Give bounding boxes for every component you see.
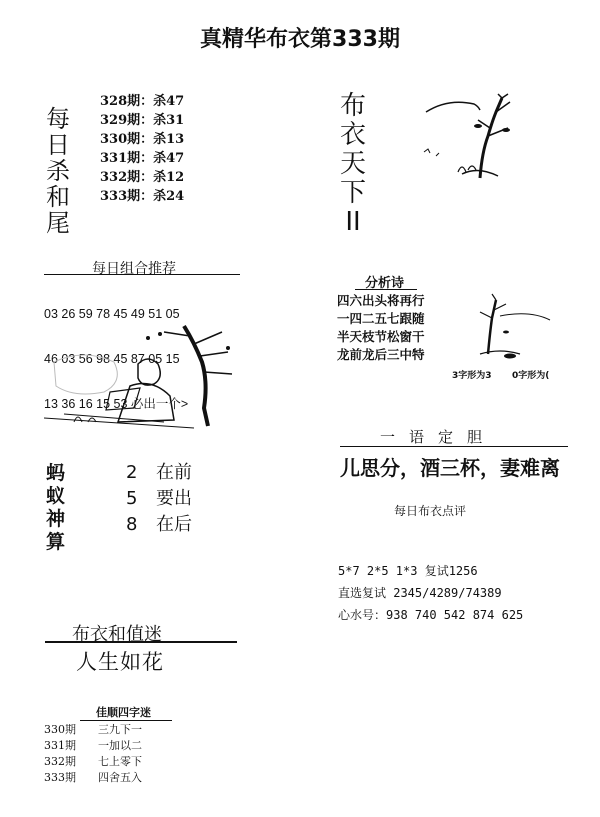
issue-label: 331期： xyxy=(100,151,154,166)
issue-label: 328期： xyxy=(100,94,154,109)
issue-label: 332期： xyxy=(100,170,154,185)
ant-label-char: 算 xyxy=(46,531,66,553)
divider xyxy=(44,274,240,275)
yiyu-title: 一语定胆 xyxy=(380,428,497,446)
bubu-tianxia-label xyxy=(338,92,368,237)
daily-kill-label-char: 和 xyxy=(46,183,70,211)
riddle-text: 三九下一 xyxy=(98,723,142,736)
poem-title: 分析诗 xyxy=(365,276,405,291)
issue-label: 333期 xyxy=(44,771,76,784)
combo-row: 03 26 59 78 45 49 51 05 xyxy=(44,307,180,321)
combo-title: 每日组合推荐 xyxy=(92,261,176,277)
ant-rows xyxy=(126,460,192,538)
kill-value: 杀24 xyxy=(153,189,185,204)
review-line: 5*7 2*5 1*3 复试1256 xyxy=(338,564,478,578)
small-tree-illustration xyxy=(460,292,560,360)
kill-value: 杀13 xyxy=(153,132,185,147)
poem-line: 四六出头将再行 xyxy=(337,293,425,308)
issue-label: 330期 xyxy=(44,723,76,736)
ant-num: 2 xyxy=(126,462,138,483)
poem-line: 一四二五七跟随 xyxy=(337,311,425,326)
issue-label: 331期 xyxy=(44,739,76,752)
combo-row: 13 36 16 15 53 必出一个> xyxy=(44,397,189,411)
list-item xyxy=(44,722,142,738)
issue-label: 329期： xyxy=(100,113,154,128)
poem-lines xyxy=(337,292,425,364)
miyu-title: 布衣和值迷 xyxy=(72,624,162,645)
list-item xyxy=(100,149,184,168)
riddle-text: 四舍五入 xyxy=(98,771,142,784)
kill-value: 杀12 xyxy=(153,170,185,185)
bubu-char: 布 xyxy=(339,91,366,121)
list-item xyxy=(100,168,184,187)
list-item xyxy=(100,130,184,149)
kill-value: 杀47 xyxy=(153,151,185,166)
ant-label xyxy=(46,462,70,554)
ant-row xyxy=(126,486,192,512)
issue-label: 332期 xyxy=(44,755,76,768)
four-char-title: 佳顺四字迷 xyxy=(96,706,151,719)
tree-illustration xyxy=(418,92,538,184)
ant-row xyxy=(126,512,192,538)
kill-value: 杀47 xyxy=(153,94,185,109)
daily-kill-list xyxy=(100,92,184,206)
yiyu-text: 儿思分，酒三杯，妻难离 xyxy=(340,456,560,480)
divider xyxy=(355,289,417,290)
bubu-char: II xyxy=(345,207,361,237)
daily-kill-label-char: 每 xyxy=(46,105,70,133)
ant-text: 要出 xyxy=(156,488,192,509)
bubu-char: 天 xyxy=(339,149,366,179)
list-item xyxy=(44,738,142,754)
sage-illustration xyxy=(44,322,240,434)
ant-row xyxy=(126,460,192,486)
four-char-list xyxy=(44,722,142,786)
divider xyxy=(80,720,172,721)
shape-note-0: 0字形为( xyxy=(512,371,550,381)
ant-num: 8 xyxy=(126,514,138,535)
daily-kill-label-char: 尾 xyxy=(46,209,70,237)
ant-text: 在前 xyxy=(156,462,192,483)
daily-kill-label xyxy=(44,106,72,236)
bubu-char: 衣 xyxy=(339,120,366,150)
daily-kill-label-char: 日 xyxy=(46,131,70,159)
shape-note-3: 3字形为3 xyxy=(452,371,492,381)
ant-label-char: 神 xyxy=(46,508,66,530)
divider xyxy=(45,641,237,643)
riddle-text: 七上零下 xyxy=(98,755,142,768)
ant-label-char: 蚂 xyxy=(46,462,66,484)
issue-label: 333期： xyxy=(100,189,154,204)
review-lines xyxy=(338,560,523,626)
page-title: 真精华布衣第333期 xyxy=(200,27,400,52)
list-item xyxy=(100,111,184,130)
ant-text: 在后 xyxy=(156,514,192,535)
miyu-text: 人生如花 xyxy=(76,650,164,674)
poem-line: 半天枝节松窗干 xyxy=(337,329,425,344)
bubu-char: 下 xyxy=(339,178,366,208)
list-item xyxy=(44,770,142,786)
list-item xyxy=(100,187,184,206)
daily-kill-label-char: 杀 xyxy=(46,157,70,185)
ant-label-char: 蚁 xyxy=(46,485,66,507)
kill-value: 杀31 xyxy=(153,113,185,128)
poem-line: 龙前龙后三中特 xyxy=(337,347,425,362)
review-line: 心水号：938 740 542 874 625 xyxy=(338,608,524,622)
issue-label: 330期： xyxy=(100,132,154,147)
review-title: 每日布衣点评 xyxy=(394,504,467,518)
combo-row: 46 03 56 98 45 87 05 15 xyxy=(44,352,180,366)
review-line: 直选复试 2345/4289/74389 xyxy=(338,586,502,600)
ant-num: 5 xyxy=(126,488,138,509)
list-item xyxy=(44,754,142,770)
divider xyxy=(340,446,568,447)
list-item xyxy=(100,92,184,111)
riddle-text: 一加以二 xyxy=(98,739,142,752)
